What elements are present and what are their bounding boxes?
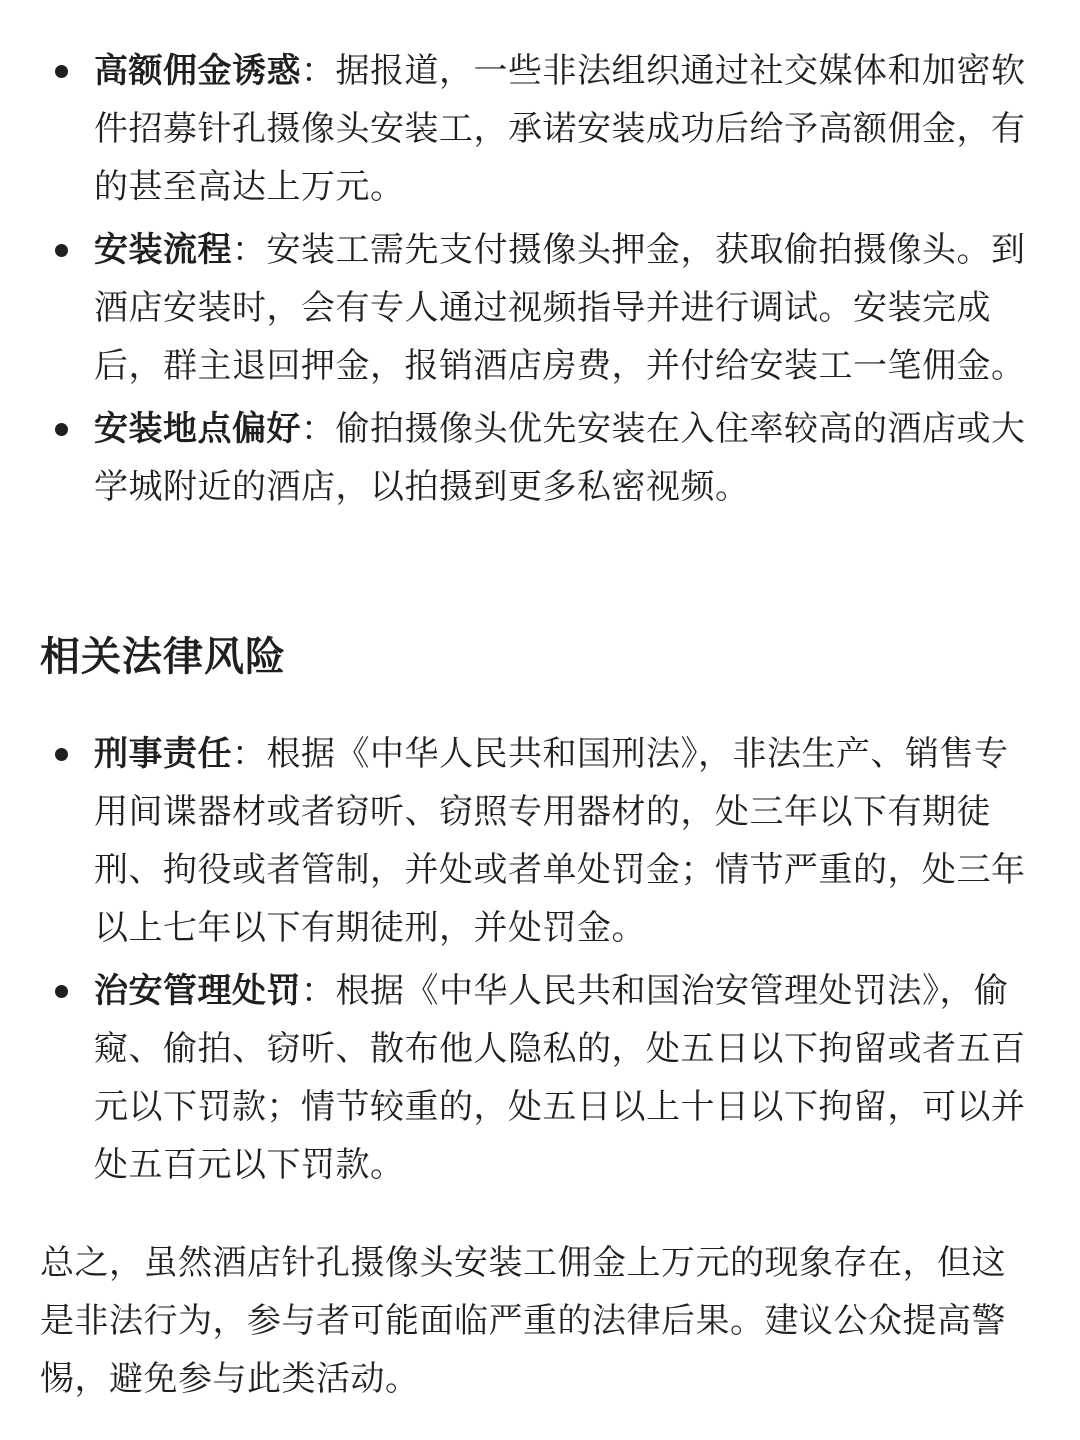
list-item bbox=[40, 221, 1040, 395]
bullet-list-recruitment bbox=[40, 42, 1040, 521]
list-item bbox=[40, 962, 1040, 1194]
bullet-list-legal-risks bbox=[40, 725, 1040, 1199]
item-separator: ： bbox=[301, 409, 336, 449]
bullet-dot-icon bbox=[55, 748, 68, 761]
item-title: 高额佣金诱惑 bbox=[94, 51, 301, 91]
bullet-dot-icon bbox=[55, 244, 68, 257]
list-item bbox=[40, 42, 1040, 216]
item-title: 治安管理处罚 bbox=[94, 971, 301, 1011]
item-separator: ： bbox=[301, 51, 336, 91]
list-item bbox=[40, 725, 1040, 957]
bullet-dot-icon bbox=[55, 423, 68, 436]
item-separator: ： bbox=[301, 971, 336, 1011]
list-item bbox=[40, 400, 1040, 516]
item-text: 根据《中华人民共和国治安管理处罚法》，偷窥、偷拍、窃听、散布他人隐私的，处五日以下拘留或者五百元以下罚款；情节较重的，处五日以上十日以下拘留，可以并处五百元以下罚款。 bbox=[94, 971, 1026, 1185]
bullet-dot-icon bbox=[55, 985, 68, 998]
item-text: 据报道，一些非法组织通过社交媒体和加密软件招募针孔摄像头安装工，承诺安装成功后给予高额佣金，有的甚至高达上万元。 bbox=[94, 51, 1026, 207]
item-text: 根据《中华人民共和国刑法》，非法生产、销售专用间谍器材或者窃听、窃照专用器材的，处三年以下有期徒刑、拘役或者管制，并处或者单处罚金；情节严重的，处三年以上七年以下有期徒刑，并处罚金。 bbox=[94, 734, 1026, 948]
item-separator: ： bbox=[232, 734, 267, 774]
item-text: 安装工需先支付摄像头押金，获取偷拍摄像头。到酒店安装时，会有专人通过视频指导并进行调试。安装完成后，群主退回押金，报销酒店房费，并付给安装工一笔佣金。 bbox=[94, 230, 1026, 386]
item-text: 偷拍摄像头优先安装在入住率较高的酒店或大学城附近的酒店，以拍摄到更多私密视频。 bbox=[94, 409, 1026, 507]
bullet-dot-icon bbox=[55, 65, 68, 78]
summary-paragraph: 总之，虽然酒店针孔摄像头安装工佣金上万元的现象存在，但这是非法行为，参与者可能面临严重的法律后果。建议公众提高警惕，避免参与此类活动。 bbox=[40, 1243, 1006, 1399]
item-title: 安装流程 bbox=[94, 230, 232, 270]
item-title: 刑事责任 bbox=[94, 734, 232, 774]
item-separator: ： bbox=[232, 230, 267, 270]
section-heading: 相关法律风险 bbox=[40, 634, 286, 680]
item-title: 安装地点偏好 bbox=[94, 409, 301, 449]
